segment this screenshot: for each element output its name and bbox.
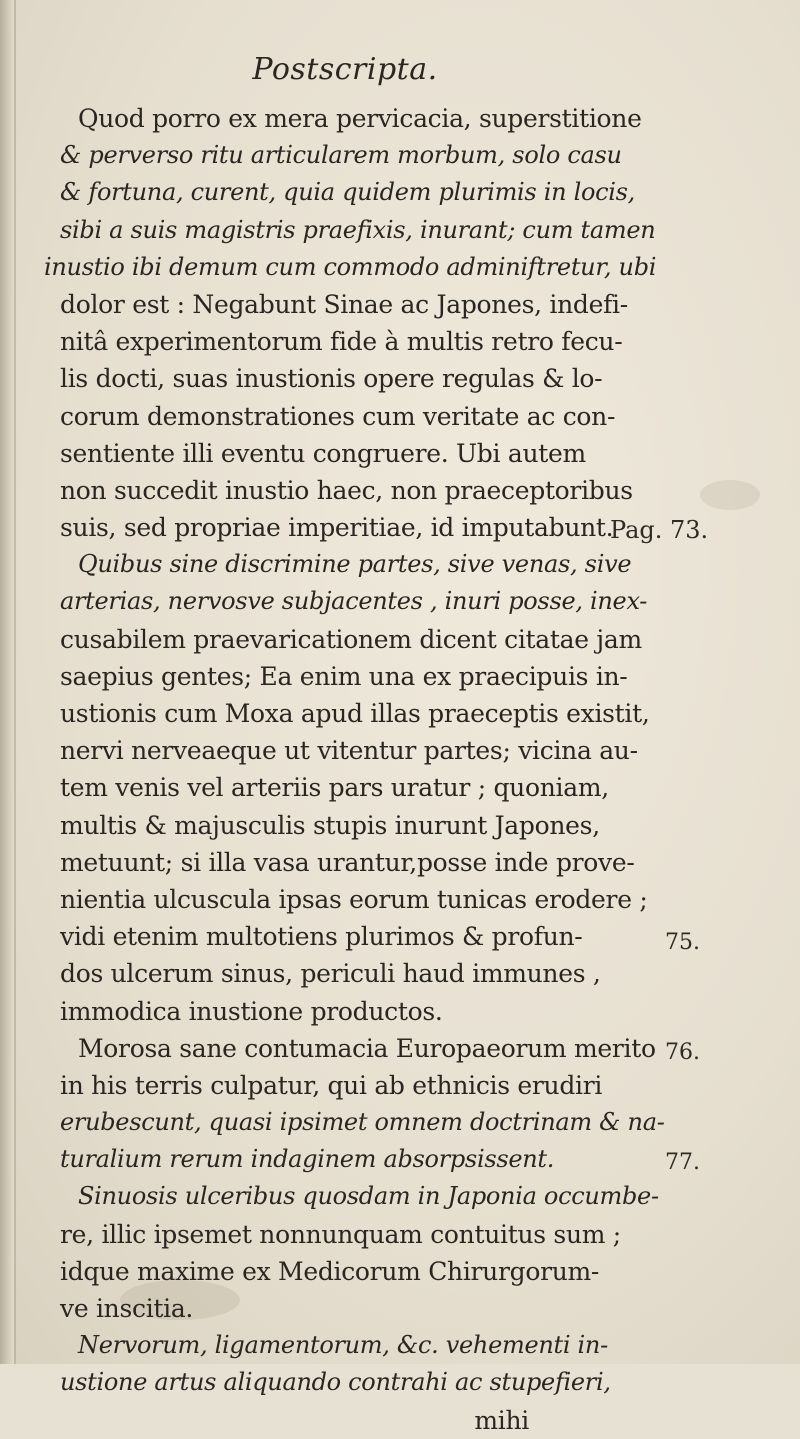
page-gutter [0,0,14,1364]
text-line: Quibus sine discrimine partes, sive venas, sive [78,550,632,579]
text-line: lis docti, suas inustionis opere regulas & lo- [60,364,603,394]
text-line: non succedit inustio haec, non praeceptoribus [60,475,633,505]
text-line: in his terris culpatur, qui ab ethnicis erudiri [60,1070,603,1100]
text-line: immodica inustione productos. [60,996,443,1026]
text-line: ustione artus aliquando contrahi ac stupefieri, [60,1368,611,1397]
text-line: suis, sed propriae imperitiae, id imputabunt. [60,513,614,543]
text-line: erubescunt, quasi ipsimet omnem doctrinam & na- [60,1108,665,1137]
text-line: vidi etenim multotiens plurimos & profun- [60,922,583,952]
text-line: turalium rerum indaginem absorpsissent. [60,1145,555,1174]
catchword: mihi [474,1405,529,1435]
margin-number: 75. [665,930,700,955]
text-line: metuunt; si illa vasa urantur,posse inde prove- [60,847,635,877]
margin-page-reference: Pag. 73. [610,516,709,544]
margin-number: 76. [665,1040,700,1065]
text-line: & fortuna, curent, quia quidem plurimis in locis, [60,178,636,207]
margin-number: 77. [665,1150,700,1175]
text-line: cusabilem praevaricationem dicent citatae jam [60,624,642,654]
text-line: multis & majusculis stupis inurunt Japones, [60,810,600,840]
text-line: inustio ibi demum cum commodo adminiftretur, ubi [44,252,657,281]
text-line: sentiente illi eventu congruere. Ubi autem [60,438,586,468]
text-line: idque maxime ex Medicorum Chirurgorum- [60,1256,600,1286]
text-line: ustionis cum Moxa apud illas praeceptis existit, [60,699,650,728]
text-line: & perverso ritu articularem morbum, solo casu [60,141,622,170]
running-head-text: Postscripta. [252,52,438,87]
text-line: arterias, nervosve subjacentes , inuri posse, inex- [60,587,648,616]
margin-notes [610,0,790,1364]
text-line: corum demonstrationes cum veritate ac con- [60,401,616,431]
text-line: Morosa sane contumacia Europaeorum merito [78,1033,656,1063]
text-line: nientia ulcuscula ipsas eorum tunicas erodere ; [60,884,648,914]
text-line: saepius gentes; Ea enim una ex praecipuis in- [60,661,628,691]
text-line: Quod porro ex mera pervicacia, superstitione [78,104,642,133]
gutter-shadow [14,0,16,1364]
text-line: nervi nerveaeque ut vitentur partes; vicina au- [60,736,638,766]
text-line: nitâ experimentorum fide à multis retro fecu- [60,327,623,357]
text-line: dolor est : Negabunt Sinae ac Japones, indefi- [60,289,628,319]
text-line: re, illic ipsemet nonnunquam contuitus sum ; [60,1219,621,1249]
text-line: ve inscitia. [60,1294,194,1323]
text-line: Nervorum, ligamentorum, &c. vehementi in- [78,1331,608,1360]
text-line: tem venis vel arteriis pars uratur ; quoniam, [60,773,609,803]
text-line: Sinuosis ulceribus quosdam in Japonia occumbe- [78,1182,659,1211]
text-line: sibi a suis magistris praefixis, inurant; cum tamen [60,215,656,244]
text-line: dos ulcerum sinus, periculi haud immunes , [60,959,601,989]
